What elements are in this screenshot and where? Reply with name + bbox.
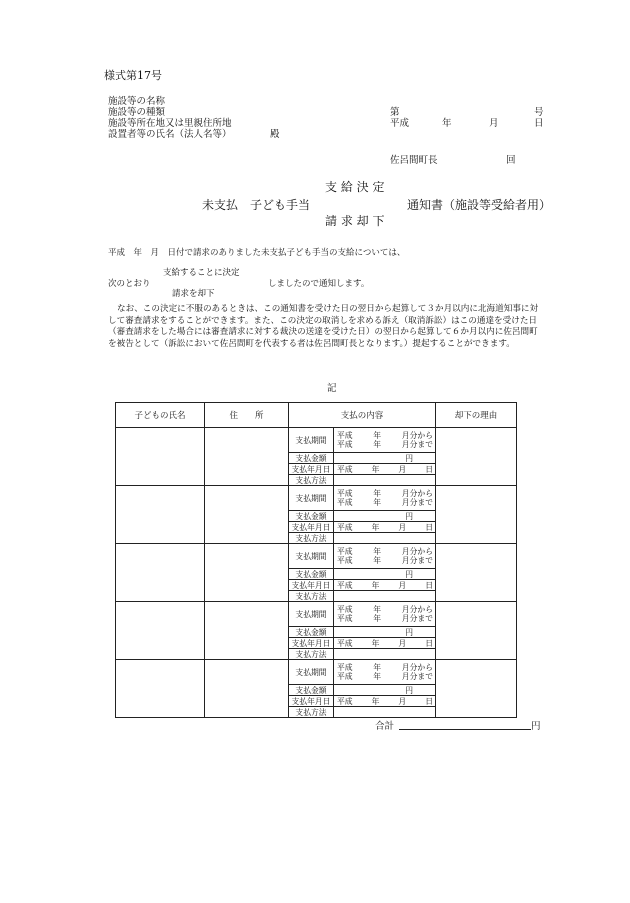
table-row (116, 428, 517, 486)
date-era: 平成 (390, 118, 410, 129)
rejection-reason-cell[interactable] (436, 660, 517, 718)
total-label: 合計 (375, 721, 395, 732)
doc-no-prefix: 第 (390, 107, 400, 118)
header-rejection-reason: 却下の理由 (436, 403, 517, 428)
period-label: 支払期間 (289, 602, 334, 627)
payment-content-cell (289, 544, 436, 602)
paydate-label: 支払年月日 (289, 696, 334, 707)
rejection-reason-cell[interactable] (436, 602, 517, 660)
amount-value: 円 (334, 453, 436, 464)
payment-detail (289, 544, 435, 601)
method-label: 支払方法 (289, 591, 334, 602)
period-label: 支払期間 (289, 486, 334, 511)
address-cell[interactable] (205, 544, 289, 602)
body-middle-right: しましたので通知します。 (268, 279, 370, 289)
address-cell[interactable] (205, 428, 289, 486)
payment-content-cell (289, 486, 436, 544)
heading-bottom: 請 求 却 下 (325, 214, 385, 228)
payment-detail (289, 660, 435, 717)
heading-left: 未支払 子ども手当 (202, 198, 311, 212)
payment-table (115, 402, 517, 718)
payment-detail (289, 428, 435, 485)
period-label: 支払期間 (289, 428, 334, 453)
payment-content-cell (289, 602, 436, 660)
address-cell[interactable] (205, 660, 289, 718)
period-value: 平成 年 月分から 平成 年 月分まで (334, 660, 436, 685)
method-label: 支払方法 (289, 707, 334, 718)
paydate-value: 平成 年 月 日 (334, 638, 436, 649)
body-middle-left: 次のとおり (108, 279, 151, 289)
addressee-address: 施設等所在地又は里親住所地 (108, 118, 232, 129)
doc-no-suffix: 号 (534, 107, 544, 118)
amount-value: 円 (334, 511, 436, 522)
method-value (334, 591, 436, 602)
period-value: 平成 年 月分から 平成 年 月分まで (334, 602, 436, 627)
total-unit: 円 (531, 721, 541, 732)
paydate-label: 支払年月日 (289, 638, 334, 649)
date-day: 日 (534, 118, 544, 129)
paydate-value: 平成 年 月 日 (334, 464, 436, 475)
form-number: 様式第17号 (104, 69, 162, 82)
addressee-facility-name: 施設等の名称 (108, 96, 166, 107)
paydate-value: 平成 年 月 日 (334, 696, 436, 707)
amount-label: 支払金額 (289, 453, 334, 464)
paydate-value: 平成 年 月 日 (334, 580, 436, 591)
child-name-cell[interactable] (116, 486, 205, 544)
heading-right: 通知書（施設等受給者用） (407, 198, 552, 212)
header-payment-content: 支払の内容 (289, 403, 436, 428)
child-name-cell[interactable] (116, 660, 205, 718)
amount-value: 円 (334, 627, 436, 638)
child-name-cell[interactable] (116, 544, 205, 602)
rejection-reason-cell[interactable] (436, 486, 517, 544)
method-label: 支払方法 (289, 649, 334, 660)
period-value: 平成 年 月分から 平成 年 月分まで (334, 544, 436, 569)
header-child-name: 子どもの氏名 (116, 403, 205, 428)
rejection-reason-cell[interactable] (436, 544, 517, 602)
period-value: 平成 年 月分から 平成 年 月分まで (334, 428, 436, 453)
total-line (399, 729, 531, 730)
method-value (334, 707, 436, 718)
addressee-facility-type: 施設等の種類 (108, 107, 166, 118)
body-choice-approve: 支給することに決定 (163, 268, 240, 278)
amount-label: 支払金額 (289, 685, 334, 696)
amount-value: 円 (334, 569, 436, 580)
paydate-label: 支払年月日 (289, 464, 334, 475)
table-header-row (116, 403, 517, 428)
method-label: 支払方法 (289, 475, 334, 486)
address-cell[interactable] (205, 486, 289, 544)
payment-detail (289, 486, 435, 543)
method-value (334, 649, 436, 660)
address-cell[interactable] (205, 602, 289, 660)
table-row (116, 544, 517, 602)
method-label: 支払方法 (289, 533, 334, 544)
amount-label: 支払金額 (289, 511, 334, 522)
appeal-notice: なお、この決定に不服のあるときは、この通知書を受けた日の翌日から起算して３か月以内に北海道知事に対して審査請求をすることができます。また、この決定の取消しを求める訴え（取消訴訟）はこの通達を受けた日（審査請求をした場合には審査請求に対する裁決の送達を受けた日）の翌日から起算して６か月以内に佐呂間町を被告として（訴訟において佐呂間町を代表する者は佐呂間町長となります。）提起することができます。 (108, 304, 539, 349)
table-row (116, 660, 517, 718)
payment-content-cell (289, 660, 436, 718)
heading-top: 支 給 決 定 (325, 180, 385, 194)
table-row (116, 486, 517, 544)
date-month: 月 (489, 118, 499, 129)
method-value (334, 533, 436, 544)
date-year: 年 (442, 118, 452, 129)
paydate-label: 支払年月日 (289, 580, 334, 591)
period-value: 平成 年 月分から 平成 年 月分まで (334, 486, 436, 511)
method-value (334, 475, 436, 486)
issuer-title: 佐呂間町長 (390, 155, 438, 166)
addressee-operator: 設置者等の氏名（法人名等） (108, 129, 232, 140)
addressee-block (108, 96, 232, 140)
table-row (116, 602, 517, 660)
payment-content-cell (289, 428, 436, 486)
body-choice-reject: 請求を却下 (172, 289, 215, 299)
payment-detail (289, 602, 435, 659)
issuer-seal: 回 (506, 155, 516, 166)
addressee-honorific: 殿 (270, 129, 280, 140)
amount-label: 支払金額 (289, 569, 334, 580)
paydate-label: 支払年月日 (289, 522, 334, 533)
amount-label: 支払金額 (289, 627, 334, 638)
child-name-cell[interactable] (116, 428, 205, 486)
amount-value: 円 (334, 685, 436, 696)
ki-label: 記 (327, 383, 337, 394)
paydate-value: 平成 年 月 日 (334, 522, 436, 533)
header-address: 住 所 (205, 403, 289, 428)
child-name-cell[interactable] (116, 602, 205, 660)
body-line1: 平成 年 月 日付で請求のありました未支払子ども手当の支給については、 (108, 248, 406, 258)
rejection-reason-cell[interactable] (436, 428, 517, 486)
period-label: 支払期間 (289, 660, 334, 685)
period-label: 支払期間 (289, 544, 334, 569)
